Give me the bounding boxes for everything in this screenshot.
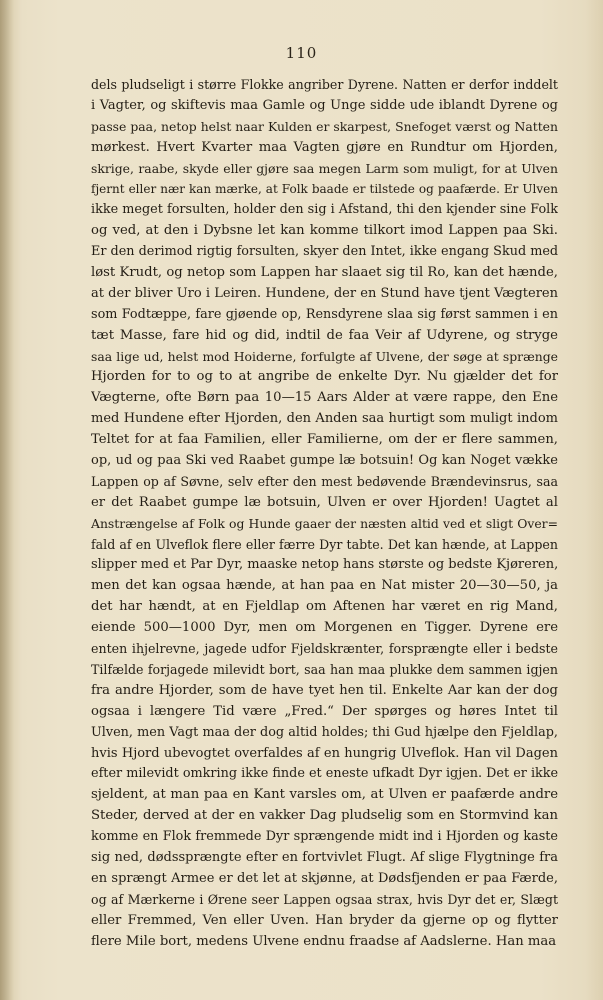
text-line: saa lige ud, helst mod Hoiderne, forfulgte af Ulvene, der søge at sprænge	[91, 348, 558, 364]
text-line: med Hundene efter Hjorden, den Anden saa hurtigt som muligt indom	[91, 411, 558, 427]
text-line: Hjorden for to og to at angribe de enkelte Dyr. Nu gjælder det for	[91, 369, 558, 385]
text-line: Lappen op af Søvne, selv efter den mest bedøvende Brændevinsrus, saa	[91, 473, 558, 489]
text-line: sjeldent, at man paa en Kant varsles om, at Ulven er paafærde andre	[91, 787, 558, 803]
text-line: skrige, raabe, skyde eller gjøre saa megen Larm som muligt, for at Ulven	[91, 160, 558, 176]
text-line: fra andre Hjorder, som de have tyet hen til. Enkelte Aar kan der dog	[91, 682, 558, 698]
binding-gutter-shadow	[0, 0, 14, 1000]
text-line: fjernt eller nær kan mærke, at Folk baade er tilstede og paafærde. Er Ulven	[91, 182, 558, 197]
text-line: er det Raabet gumpe læ botsuin, Ulven er over Hjorden! Uagtet al	[91, 494, 558, 510]
text-line: slipper med et Par Dyr, maaske netop hans største og bedste Kjøreren,	[91, 557, 558, 573]
text-line: sig ned, dødssprængte efter en fortvivlet Flugt. Af slige Flygtninge fra	[91, 849, 558, 865]
text-line: Tilfælde forjagede milevidt bort, saa han maa plukke dem sammen igjen	[91, 661, 558, 677]
text-line: som Fodtæppe, fare gjøende op, Rensdyrene slaa sig først sammen i en	[91, 306, 558, 322]
page-number: 110	[285, 44, 318, 62]
text-line: hvis Hjord ubevogtet overfaldes af en hungrig Ulveflok. Han vil Dagen	[91, 745, 558, 761]
text-line: enten ihjelrevne, jagede udfor Fjeldskrænter, forsprængte eller i bedste	[91, 641, 558, 657]
text-line: tæt Masse, fare hid og did, indtil de faa Veir af Udyrene, og stryge	[91, 327, 558, 343]
text-line: Steder, derved at der en vakker Dag pludselig som en Stormvind kan	[91, 808, 558, 824]
text-line: op, ud og paa Ski ved Raabet gumpe læ botsuin! Og kan Noget vække	[91, 453, 558, 469]
text-line: i Vagter, og skiftevis maa Gamle og Unge sidde ude iblandt Dyrene og	[91, 97, 558, 113]
text-line: dels pludseligt i større Flokke angriber Dyrene. Natten er derfor inddelt	[91, 77, 558, 92]
text-line: flere Mile bort, medens Ulvene endnu fraadse af Aadslerne. Han maa	[91, 933, 557, 949]
text-line: eller Fremmed, Ven eller Uven. Han bryder da gjerne op og flytter	[91, 912, 558, 928]
text-line: men det kan ogsaa hænde, at han paa en Nat mister 20—30—50, ja	[91, 578, 558, 594]
text-line: Anstrængelse af Folk og Hunde gaaer der næsten altid ved et sligt Over=	[91, 515, 558, 531]
text-line: Vægterne, ofte Børn paa 10—15 Aars Alder at være rappe, den Ene	[91, 390, 558, 406]
text-line: det har hændt, at en Fjeldlap om Aftenen har været en rig Mand,	[91, 599, 558, 615]
text-line: ikke meget forsulten, holder den sig i Afstand, thi den kjender sine Folk	[91, 202, 558, 218]
text-line: Ulven, men Vagt maa der dog altid holdes; thi Gud hjælpe den Fjeldlap,	[91, 724, 558, 740]
body-text	[91, 75, 558, 952]
text-line: mørkest. Hvert Kvarter maa Vagten gjøre en Rundtur om Hjorden,	[91, 139, 558, 155]
text-line: en sprængt Armee er det let at skjønne, at Dødsfjenden er paa Færde,	[91, 870, 558, 886]
text-line: efter milevidt omkring ikke finde et eneste ufkadt Dyr igjen. Det er ikke	[91, 766, 558, 782]
text-line: eiende 500—1000 Dyr, men om Morgenen en Tigger. Dyrene ere	[91, 620, 558, 636]
text-line: komme en Flok fremmede Dyr sprængende midt ind i Hjorden og kaste	[91, 829, 558, 845]
text-line: Teltet for at faa Familien, eller Familierne, om der er flere sammen,	[91, 432, 558, 448]
text-line: ogsaa i længere Tid være „Fred.“ Der spørges og høres Intet til	[91, 703, 558, 719]
text-line: passe paa, netop helst naar Kulden er skarpest, Snefoget værst og Natten	[91, 118, 558, 134]
text-line: fald af en Ulveflok flere eller færre Dyr tabte. Det kan hænde, at Lappen	[91, 536, 558, 552]
text-line: Er den derimod rigtig forsulten, skyer den Intet, ikke engang Skud med	[91, 244, 558, 260]
text-line: at der bliver Uro i Leiren. Hundene, der en Stund have tjent Vægteren	[91, 285, 558, 301]
text-line: løst Krudt, og netop som Lappen har slaaet sig til Ro, kan det hænde,	[91, 265, 558, 281]
text-line: og ved, at den i Dybsne let kan komme tilkort imod Lappen paa Ski.	[91, 223, 558, 239]
text-line: og af Mærkerne i Ørene seer Lappen ogsaa strax, hvis Dyr det er, Slægt	[91, 891, 558, 907]
